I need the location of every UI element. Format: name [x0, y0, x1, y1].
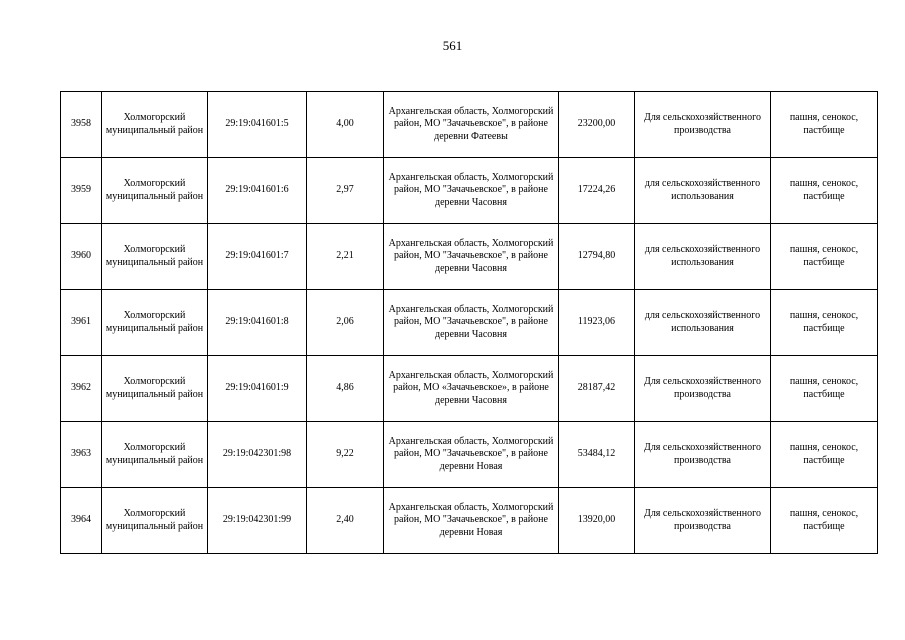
location-cell: Архангельская область, Холмогорский район, МО "Зачачьевское", в районе деревни Новая [384, 422, 559, 488]
district-cell: Холмогорский муниципальный район [102, 356, 208, 422]
location-cell: Архангельская область, Холмогорский район, МО "Зачачьевское", в районе деревни Фатеевы [384, 92, 559, 158]
cadastral-value-cell: 28187,42 [559, 356, 635, 422]
table-row [61, 356, 878, 422]
row-number-cell: 3959 [61, 158, 102, 224]
cadastral-number-cell: 29:19:041601:8 [208, 290, 307, 356]
cadastral-value-cell: 17224,26 [559, 158, 635, 224]
area-cell: 4,86 [307, 356, 384, 422]
location-cell: Архангельская область, Холмогорский район, МО "Зачачьевское", в районе деревни Часовня [384, 158, 559, 224]
area-cell: 2,40 [307, 488, 384, 554]
cadastral-number-cell: 29:19:042301:99 [208, 488, 307, 554]
permitted-use-cell: для сельскохозяйственного использования [635, 290, 771, 356]
table-row [61, 224, 878, 290]
land-type-cell: пашня, сенокос, пастбище [771, 422, 878, 488]
row-number-cell: 3964 [61, 488, 102, 554]
land-type-cell: пашня, сенокос, пастбище [771, 92, 878, 158]
cadastral-value-cell: 23200,00 [559, 92, 635, 158]
table-row [61, 422, 878, 488]
district-cell: Холмогорский муниципальный район [102, 488, 208, 554]
cadastral-number-cell: 29:19:042301:98 [208, 422, 307, 488]
area-cell: 2,97 [307, 158, 384, 224]
cadastral-number-cell: 29:19:041601:7 [208, 224, 307, 290]
table-row [61, 158, 878, 224]
cadastral-value-cell: 53484,12 [559, 422, 635, 488]
land-type-cell: пашня, сенокос, пастбище [771, 224, 878, 290]
district-cell: Холмогорский муниципальный район [102, 422, 208, 488]
cadastral-value-cell: 13920,00 [559, 488, 635, 554]
permitted-use-cell: Для сельскохозяйственного производства [635, 488, 771, 554]
cadastral-value-cell: 11923,06 [559, 290, 635, 356]
area-cell: 4,00 [307, 92, 384, 158]
land-type-cell: пашня, сенокос, пастбище [771, 356, 878, 422]
permitted-use-cell: Для сельскохозяйственного производства [635, 92, 771, 158]
row-number-cell: 3960 [61, 224, 102, 290]
cadastral-value-cell: 12794,80 [559, 224, 635, 290]
permitted-use-cell: для сельскохозяйственного использования [635, 224, 771, 290]
row-number-cell: 3961 [61, 290, 102, 356]
table-row [61, 92, 878, 158]
location-cell: Архангельская область, Холмогорский район, МО "Зачачьевское", в районе деревни Часовня [384, 290, 559, 356]
district-cell: Холмогорский муниципальный район [102, 92, 208, 158]
cadastral-number-cell: 29:19:041601:5 [208, 92, 307, 158]
area-cell: 2,06 [307, 290, 384, 356]
land-type-cell: пашня, сенокос, пастбище [771, 488, 878, 554]
permitted-use-cell: Для сельскохозяйственного производства [635, 356, 771, 422]
page-number: 561 [442, 38, 463, 53]
area-cell: 9,22 [307, 422, 384, 488]
district-cell: Холмогорский муниципальный район [102, 158, 208, 224]
location-cell: Архангельская область, Холмогорский район, МО «Зачачьевское», в районе деревни Часовня [384, 356, 559, 422]
table-row [61, 488, 878, 554]
district-cell: Холмогорский муниципальный район [102, 224, 208, 290]
land-plots-table [60, 91, 878, 554]
district-cell: Холмогорский муниципальный район [102, 290, 208, 356]
row-number-cell: 3962 [61, 356, 102, 422]
cadastral-number-cell: 29:19:041601:9 [208, 356, 307, 422]
land-type-cell: пашня, сенокос, пастбище [771, 158, 878, 224]
area-cell: 2,21 [307, 224, 384, 290]
row-number-cell: 3958 [61, 92, 102, 158]
permitted-use-cell: Для сельскохозяйственного производства [635, 422, 771, 488]
permitted-use-cell: для сельскохозяйственного использования [635, 158, 771, 224]
row-number-cell: 3963 [61, 422, 102, 488]
land-type-cell: пашня, сенокос, пастбище [771, 290, 878, 356]
table-row [61, 290, 878, 356]
cadastral-number-cell: 29:19:041601:6 [208, 158, 307, 224]
location-cell: Архангельская область, Холмогорский район, МО "Зачачьевское", в районе деревни Новая [384, 488, 559, 554]
location-cell: Архангельская область, Холмогорский район, МО "Зачачьевское", в районе деревни Часовня [384, 224, 559, 290]
